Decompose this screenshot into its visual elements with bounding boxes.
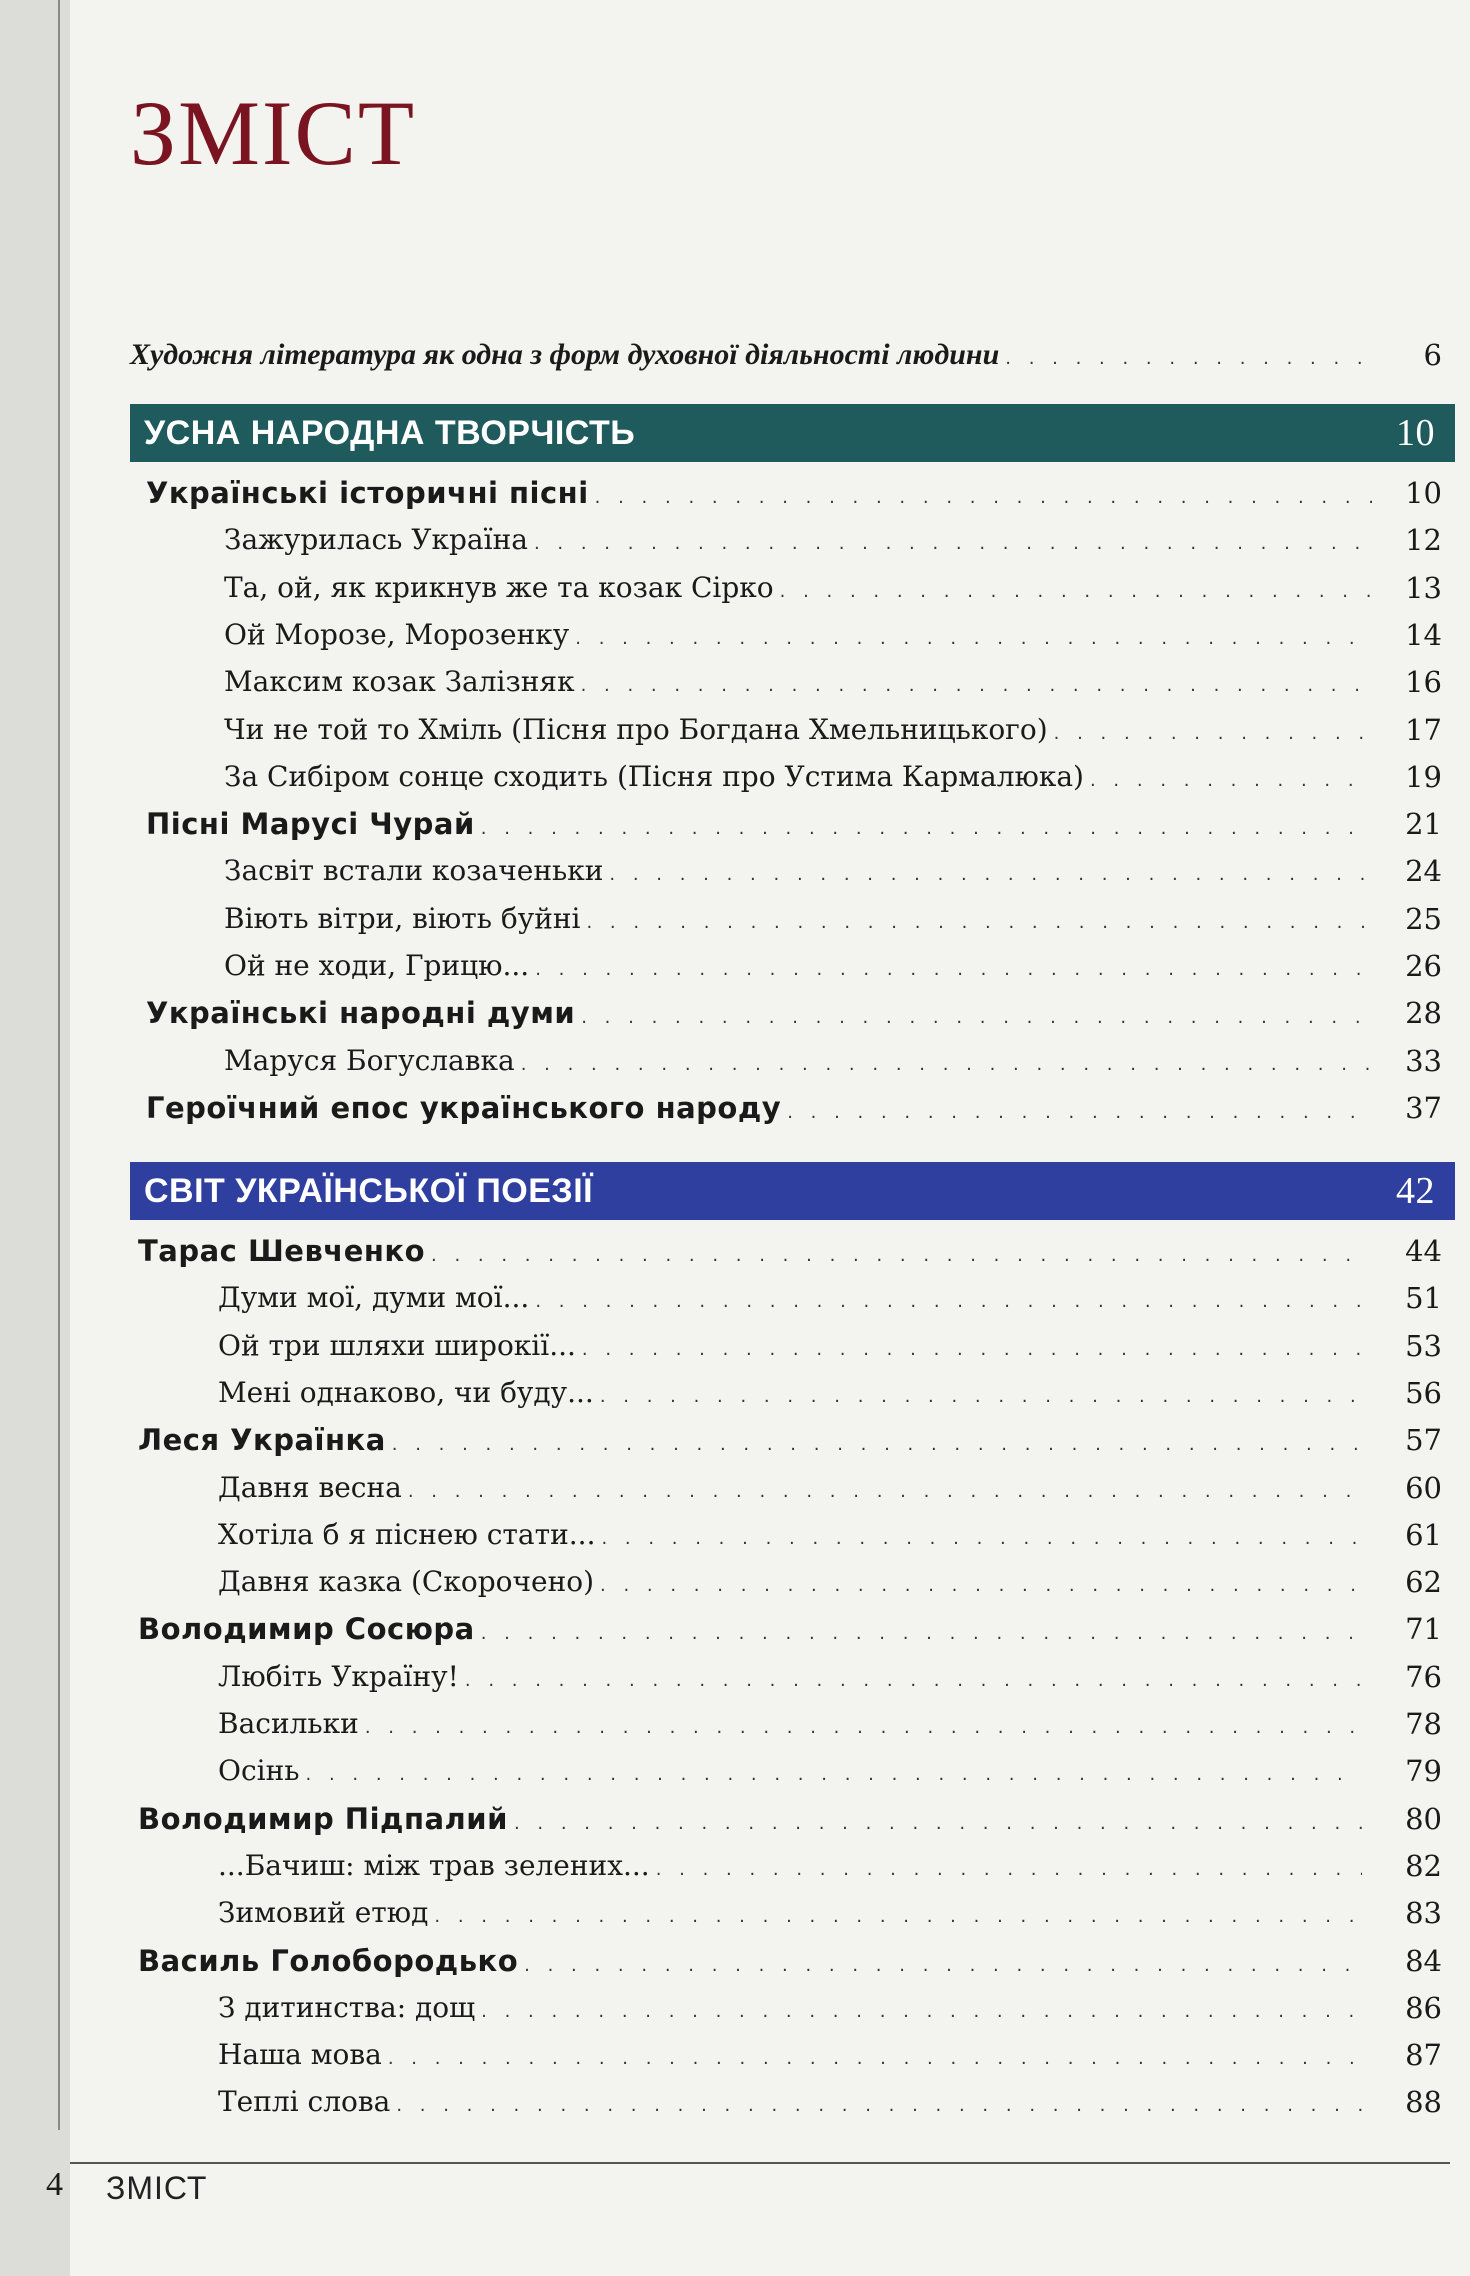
toc-page-number: 19 bbox=[1405, 759, 1442, 794]
toc-entry-title: Васильки bbox=[218, 1707, 359, 1740]
dot-leader bbox=[581, 1007, 1372, 1028]
toc-entry-title: Маруся Богуславка bbox=[224, 1043, 515, 1077]
toc-entry-title: Думи мої, думи мої... bbox=[218, 1281, 530, 1315]
toc-entry-title: ...Бачиш: між трав зелених... bbox=[218, 1848, 650, 1882]
dot-leader bbox=[392, 1434, 1362, 1455]
toc-leader-line bbox=[224, 618, 1372, 651]
dot-leader bbox=[595, 487, 1372, 508]
toc-page-number: 84 bbox=[1405, 1943, 1442, 1978]
toc-heading[interactable] bbox=[0, 1234, 1470, 1274]
dot-leader bbox=[481, 818, 1372, 839]
toc-entry-title: Хотіла б я піснею стати... bbox=[218, 1517, 596, 1551]
dot-leader bbox=[582, 1339, 1362, 1360]
toc-leader-line bbox=[218, 1896, 1362, 1929]
toc-entry-title: Наша мова bbox=[218, 2038, 382, 2072]
toc-leader-line bbox=[224, 665, 1372, 698]
toc-leader-line bbox=[146, 996, 1372, 1030]
toc-leader-line bbox=[218, 1849, 1362, 1882]
toc-leader-line bbox=[218, 1471, 1362, 1504]
toc-leader-line bbox=[218, 1281, 1362, 1314]
toc-entry[interactable] bbox=[0, 1044, 1470, 1084]
toc-entry[interactable] bbox=[0, 760, 1470, 800]
dot-leader bbox=[465, 1670, 1362, 1691]
dot-leader bbox=[535, 1291, 1362, 1312]
toc-leader-line bbox=[218, 1660, 1362, 1693]
toc-entry[interactable] bbox=[0, 854, 1470, 894]
toc-heading[interactable] bbox=[0, 1423, 1470, 1463]
dot-leader bbox=[514, 1813, 1362, 1834]
dot-leader bbox=[600, 1386, 1362, 1407]
toc-entry-title: Віють вітри, віють буйні bbox=[224, 901, 581, 935]
section-page-number: 42 bbox=[1396, 1170, 1435, 1212]
dot-leader bbox=[586, 912, 1372, 933]
toc-heading[interactable] bbox=[0, 1612, 1470, 1652]
section-title: УСНА НАРОДНА ТВОРЧІСТЬ bbox=[144, 413, 636, 452]
toc-page-number: 21 bbox=[1405, 807, 1442, 842]
toc-entry-title: Мені однаково, чи буду... bbox=[218, 1375, 594, 1409]
toc-intro[interactable] bbox=[0, 338, 1470, 378]
toc-entry[interactable] bbox=[0, 665, 1470, 705]
toc-entry[interactable] bbox=[0, 713, 1470, 753]
toc-leader-line bbox=[224, 571, 1372, 604]
footer-rule bbox=[70, 2162, 1450, 2164]
toc-entry-title: Зажурилась Україна bbox=[224, 523, 528, 557]
dot-leader bbox=[780, 581, 1372, 602]
dot-leader bbox=[787, 1102, 1372, 1123]
toc-page-number: 33 bbox=[1405, 1043, 1442, 1078]
toc-heading[interactable] bbox=[0, 1802, 1470, 1842]
dot-leader bbox=[1090, 770, 1372, 791]
toc-entry-title: Максим козак Залізняк bbox=[224, 665, 575, 699]
toc-entry[interactable] bbox=[0, 1281, 1470, 1321]
toc-entry-title: Ой три шляхи широкії... bbox=[218, 1328, 576, 1362]
dot-leader bbox=[656, 1859, 1362, 1880]
toc-page-number: 6 bbox=[1423, 338, 1442, 372]
toc-entry-title: З дитинства: дощ bbox=[218, 1990, 476, 2024]
toc-page-number: 76 bbox=[1405, 1659, 1442, 1694]
toc-page-number: 17 bbox=[1405, 712, 1442, 747]
toc-leader-line bbox=[218, 1518, 1362, 1551]
footer-page-number: 4 bbox=[46, 2166, 63, 2203]
dot-leader bbox=[600, 1575, 1362, 1596]
dot-leader bbox=[601, 1528, 1362, 1549]
toc-page-number: 14 bbox=[1405, 617, 1442, 652]
dot-leader bbox=[1005, 348, 1372, 369]
toc-page-number: 62 bbox=[1405, 1565, 1442, 1600]
toc-page-number: 80 bbox=[1405, 1801, 1442, 1836]
toc-entry[interactable] bbox=[0, 1329, 1470, 1369]
toc-entry-title: Художня література як одна з форм духовної діяльності людини bbox=[130, 338, 1000, 371]
toc-leader-line bbox=[224, 854, 1372, 887]
section-band bbox=[130, 404, 1455, 462]
toc-page-number: 37 bbox=[1405, 1090, 1442, 1125]
dot-leader bbox=[396, 2095, 1362, 2116]
toc-page-number: 10 bbox=[1405, 476, 1442, 510]
toc-heading[interactable] bbox=[0, 476, 1470, 516]
toc-entry-title: Василь Голобородько bbox=[138, 1943, 519, 1978]
dot-leader bbox=[388, 2048, 1362, 2069]
toc-leader-line bbox=[218, 1329, 1362, 1362]
toc-page-number: 79 bbox=[1405, 1754, 1442, 1789]
toc-leader-line bbox=[224, 1044, 1372, 1077]
toc-entry-title: Леся Українка bbox=[138, 1423, 386, 1458]
dot-leader bbox=[365, 1717, 1362, 1738]
toc-entry[interactable] bbox=[0, 1754, 1470, 1794]
toc-page-number: 12 bbox=[1405, 523, 1442, 558]
toc-page-number: 83 bbox=[1405, 1896, 1442, 1931]
toc-entry[interactable] bbox=[0, 902, 1470, 942]
toc-leader-line bbox=[130, 338, 1372, 372]
toc-entry-title: Засвіт встали козаченьки bbox=[224, 854, 604, 888]
toc-entry-title: Пісні Марусі Чурай bbox=[146, 807, 475, 842]
toc-entry[interactable] bbox=[0, 1707, 1470, 1747]
toc-page-number: 78 bbox=[1405, 1707, 1442, 1741]
toc-page-number: 57 bbox=[1405, 1423, 1442, 1458]
toc-leader-line bbox=[138, 1944, 1362, 1978]
toc-entry-title: Ой не ходи, Грицю... bbox=[224, 949, 530, 982]
dot-leader bbox=[524, 1955, 1362, 1976]
dot-leader bbox=[521, 1054, 1372, 1075]
toc-entry-title: Героїчний епос українського народу bbox=[146, 1090, 782, 1125]
toc-leader-line bbox=[218, 1565, 1362, 1598]
toc-leader-line bbox=[224, 949, 1372, 982]
toc-page-number: 51 bbox=[1405, 1281, 1442, 1316]
toc-entry-title: Ой Морозе, Морозенку bbox=[224, 617, 570, 651]
toc-entry[interactable] bbox=[0, 2038, 1470, 2078]
toc-entry-title: Чи не той то Хміль (Пісня про Богдана Хмельницького) bbox=[224, 712, 1048, 746]
dot-leader bbox=[431, 1245, 1362, 1266]
toc-entry-title: Тарас Шевченко bbox=[138, 1234, 426, 1268]
section-page-number: 10 bbox=[1396, 412, 1435, 454]
toc-page-number: 24 bbox=[1405, 854, 1442, 889]
toc-leader-line bbox=[146, 807, 1372, 841]
dot-leader bbox=[481, 2001, 1362, 2022]
dot-leader bbox=[535, 959, 1372, 980]
toc-leader-line bbox=[138, 1423, 1362, 1457]
toc-page-number: 87 bbox=[1405, 2038, 1442, 2073]
toc-page-number: 56 bbox=[1405, 1375, 1442, 1410]
toc-heading[interactable] bbox=[0, 1091, 1470, 1131]
toc-entry-title: Українські народні думи bbox=[146, 996, 576, 1031]
toc-entry-title: Давня весна bbox=[218, 1470, 402, 1504]
toc-entry-title: Українські історичні пісні bbox=[146, 476, 589, 510]
dot-leader bbox=[306, 1764, 1363, 1785]
toc-page-number: 26 bbox=[1405, 949, 1442, 983]
toc-leader-line bbox=[146, 476, 1372, 510]
toc-entry[interactable] bbox=[0, 1376, 1470, 1416]
toc-entry-title: Любіть Україну! bbox=[218, 1659, 459, 1693]
toc-entry[interactable] bbox=[0, 1896, 1470, 1936]
toc-entry[interactable] bbox=[0, 1471, 1470, 1511]
dot-leader bbox=[481, 1623, 1362, 1644]
toc-page-number: 61 bbox=[1405, 1517, 1442, 1552]
toc-leader-line bbox=[218, 1707, 1362, 1740]
toc-entry[interactable] bbox=[0, 1518, 1470, 1558]
toc-page-number: 71 bbox=[1405, 1612, 1442, 1647]
toc-leader-line bbox=[218, 2085, 1362, 2118]
toc-entry[interactable] bbox=[0, 1565, 1470, 1605]
toc-entry-title: За Сибіром сонце сходить (Пісня про Устима Кармалюка) bbox=[224, 759, 1084, 793]
toc-entry-title: Володимир Сосюра bbox=[138, 1612, 475, 1647]
toc-page-number: 86 bbox=[1405, 1990, 1442, 2025]
toc-entry-title: Володимир Підпалий bbox=[138, 1801, 508, 1836]
toc-entry-title: Осінь bbox=[218, 1754, 300, 1788]
dot-leader bbox=[609, 864, 1372, 885]
toc-page-number: 16 bbox=[1405, 665, 1442, 700]
toc-page-number: 60 bbox=[1405, 1470, 1442, 1505]
toc-leader-line bbox=[138, 1234, 1362, 1268]
toc-entry[interactable] bbox=[0, 949, 1470, 989]
section-title: СВІТ УКРАЇНСЬКОЇ ПОЕЗІЇ bbox=[144, 1171, 594, 1210]
toc-leader-line bbox=[224, 760, 1372, 793]
toc-leader-line bbox=[138, 1802, 1362, 1836]
toc-page-number: 25 bbox=[1405, 901, 1442, 936]
toc-leader-line bbox=[138, 1612, 1362, 1646]
toc-page-number: 82 bbox=[1405, 1848, 1442, 1883]
toc-page-number: 28 bbox=[1405, 996, 1442, 1031]
toc-entry[interactable] bbox=[0, 2085, 1470, 2125]
section-band bbox=[130, 1162, 1455, 1220]
toc-entry-title: Теплі слова bbox=[218, 2085, 391, 2119]
dot-leader bbox=[408, 1481, 1362, 1502]
toc-leader-line bbox=[224, 902, 1372, 935]
toc-leader-line bbox=[218, 1754, 1362, 1787]
toc-entry[interactable] bbox=[0, 1849, 1470, 1889]
toc-page-number: 88 bbox=[1405, 2085, 1442, 2120]
toc-entry-title: Та, ой, як крикнув же та козак Сірко bbox=[224, 570, 774, 604]
toc-page-number: 44 bbox=[1405, 1234, 1442, 1268]
toc-entry[interactable] bbox=[0, 523, 1470, 563]
toc-entry[interactable] bbox=[0, 571, 1470, 611]
dot-leader bbox=[1054, 723, 1372, 744]
toc-leader-line bbox=[218, 1991, 1362, 2024]
toc-leader-line bbox=[224, 713, 1372, 746]
footer-label: ЗМІСТ bbox=[106, 2170, 208, 2206]
toc-leader-line bbox=[218, 2038, 1362, 2071]
dot-leader bbox=[434, 1906, 1362, 1927]
toc-heading[interactable] bbox=[0, 996, 1470, 1036]
toc-page-number: 13 bbox=[1405, 570, 1442, 605]
dot-leader bbox=[581, 675, 1372, 696]
toc-entry[interactable] bbox=[0, 1991, 1470, 2031]
toc-entry-title: Зимовий етюд bbox=[218, 1896, 429, 1930]
toc-entry[interactable] bbox=[0, 1660, 1470, 1700]
dot-leader bbox=[575, 628, 1372, 649]
toc-leader-line bbox=[224, 523, 1372, 556]
page-title: ЗМІСТ bbox=[130, 82, 417, 184]
toc-heading[interactable] bbox=[0, 1944, 1470, 1984]
toc-leader-line bbox=[146, 1091, 1372, 1125]
toc-heading[interactable] bbox=[0, 807, 1470, 847]
toc-entry[interactable] bbox=[0, 618, 1470, 658]
dot-leader bbox=[534, 533, 1372, 554]
toc-page-number: 53 bbox=[1405, 1328, 1442, 1363]
toc-leader-line bbox=[218, 1376, 1362, 1409]
toc-entry-title: Давня казка (Скорочено) bbox=[218, 1565, 595, 1599]
